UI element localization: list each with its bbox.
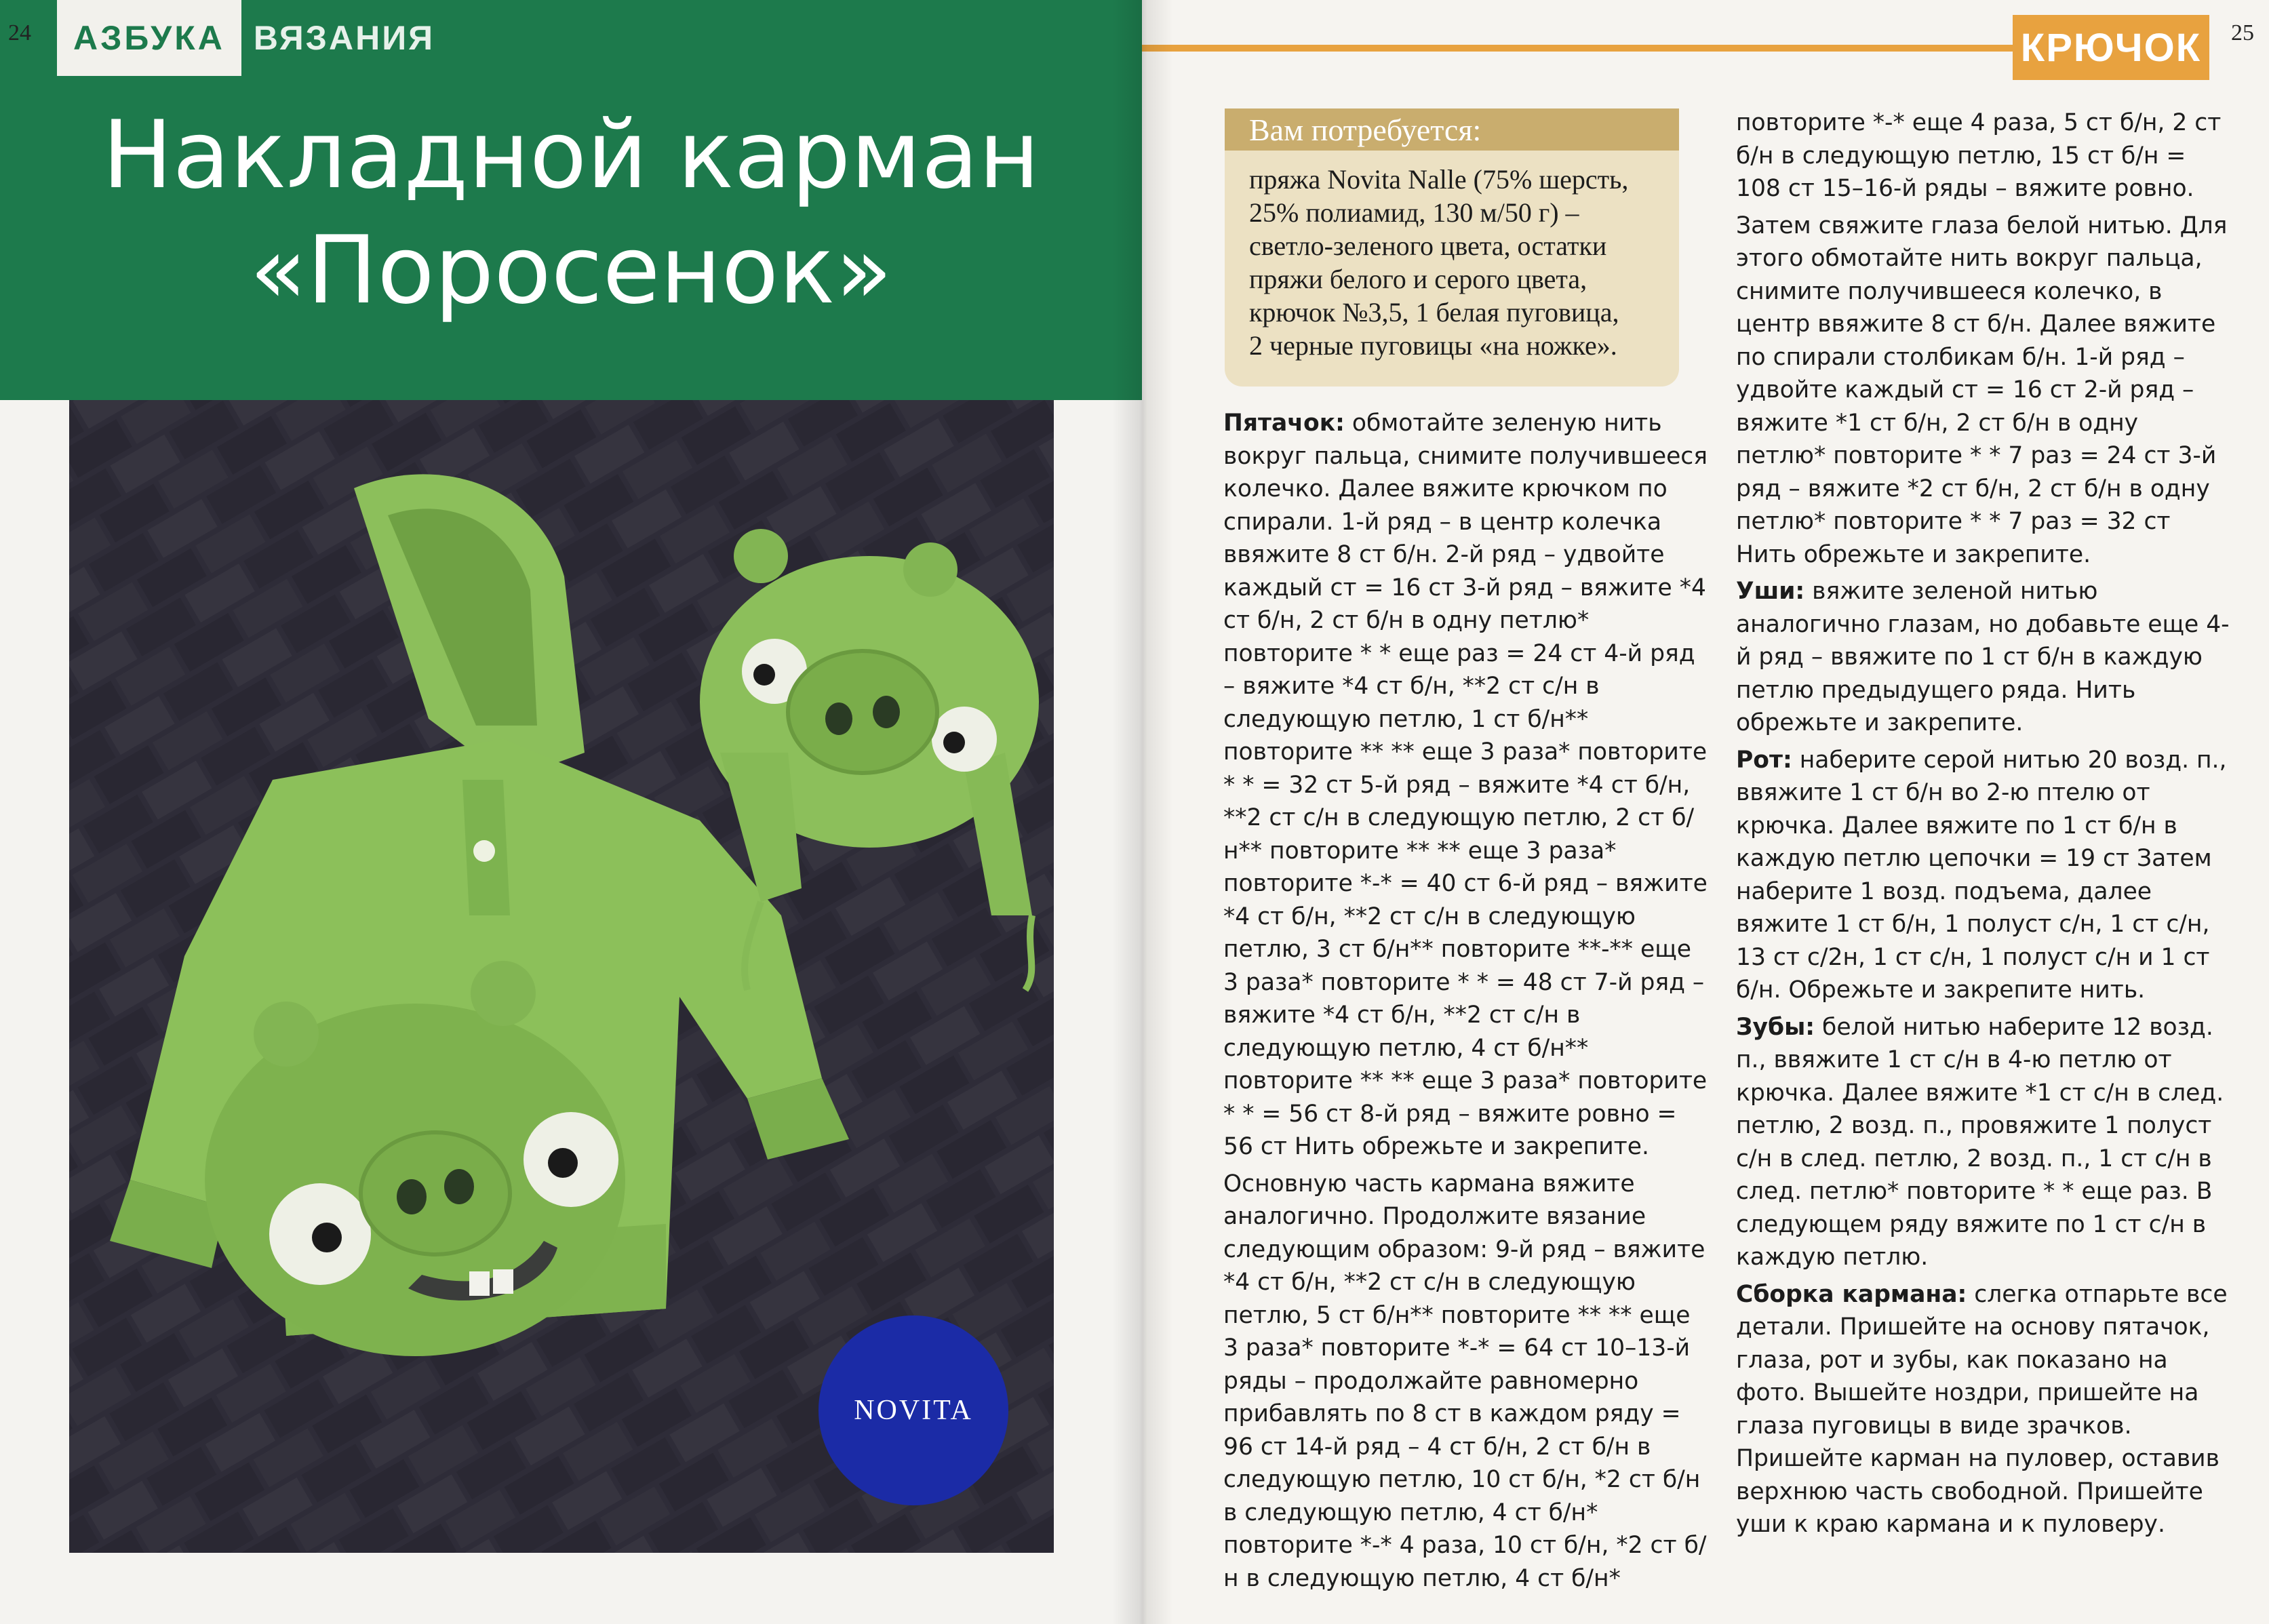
- materials-line: светло-зеленого цвета, остатки: [1249, 231, 1607, 261]
- product-photo: [69, 400, 1054, 1553]
- novita-logo-badge: [818, 1315, 1008, 1505]
- materials-line: 2 черные пуговицы «на ножке».: [1249, 330, 1617, 361]
- heading-snout: Пятачок:: [1223, 410, 1345, 437]
- materials-line: крючок №3,5, 1 белая пуговица,: [1249, 297, 1619, 328]
- page-number-left: 24: [8, 20, 31, 45]
- materials-box: [1225, 108, 1679, 387]
- title-header: [0, 0, 1142, 400]
- text-column-2: [1736, 106, 2230, 1545]
- novita-logo-text: NOVITA: [854, 1395, 973, 1426]
- materials-line: пряжа Novita Nalle (75% шерсть,: [1249, 164, 1629, 195]
- text-ears: вяжите зеленой нитью аналогично глазам, но добавьте еще 4-й ряд – ввяжите по 1 ст б/н в каждую петлю предыдущего ряда. Нить обрежьте и закрепите.: [1736, 578, 2230, 736]
- text-mouth: наберите серой нитью 20 возд. п., ввяжите 1 ст б/н во 2-ю птелю от крючка. Далее вяжите по 1 ст б/н в каждую петлю цепочки = 19 ст Затем наберите 1 возд. подъема, далее вяжите 1 ст б/н, 1 полуст с/н, 1 ст с/н, 13 ст с/2н, 1 ст с/н, 1 полуст с/н и 1 ст б/н. Обрежьте и закрепите нить.: [1736, 746, 2227, 1004]
- heading-assembly: Сборка кармана:: [1736, 1280, 1967, 1308]
- paragraph-eyes: Затем свяжите глаза белой нитью. Для этого обмотайте нить вокруг пальца, снимите получившееся колечко, в центр ввяжите 8 ст б/н. Далее вяжите по спирали столбикам б/н. 1-й ряд – удвойте каждый ст = 16 ст 2-й ряд – вяжите *1 ст б/н, 2 ст б/н в одну петлю* повторите * * 7 раз = 24 ст 3-й ряд – вяжите *2 ст б/н, 2 ст б/н в одну петлю* повторите * * 7 раз = 32 ст Нить обрежьте и закрепите.: [1736, 212, 2228, 568]
- paragraph-assembly: [1736, 1278, 2230, 1541]
- paragraph-snout: [1223, 407, 1712, 1164]
- materials-line: 25% полиамид, 130 м/50 г) –: [1249, 197, 1579, 228]
- paragraph-mouth: [1736, 744, 2230, 1007]
- materials-list: [1225, 151, 1679, 362]
- materials-title: Вам потребуется:: [1225, 108, 1679, 151]
- text-assembly: слегка отпарьте все детали. Пришейте на основу пятачок, глаза, рот и зубы, как показано на фото. Вышейте ноздри, пришейте на глаза пуговицы в виде зрачков. Пришейте карман на пуловер, оставив верхнюю часть свободной. Пришейте уши к краю кармана и к пуловеру.: [1736, 1280, 2228, 1538]
- heading-teeth: Зубы:: [1736, 1013, 1815, 1041]
- category-badge: КРЮЧОК: [2013, 15, 2209, 80]
- section-tag-label: АЗБУКА: [57, 0, 241, 76]
- paragraph-ears: [1736, 575, 2230, 740]
- text-column-1: [1223, 407, 1712, 1599]
- heading-mouth: Рот:: [1736, 746, 1792, 774]
- paragraph-teeth: [1736, 1011, 2230, 1274]
- page-number-right: 25: [2231, 20, 2254, 45]
- heading-ears: Уши:: [1736, 578, 1805, 605]
- right-page: [1142, 0, 2269, 1624]
- section-tag: [57, 0, 447, 76]
- page-title-line1: Накладной карман: [102, 100, 1040, 210]
- text-snout: обмотайте зеленую нить вокруг пальца, снимите получившееся колечко. Далее вяжите крючком по спирали. 1-й ряд – в центр колечка ввяжите 8 ст б/н. 2-й ряд – удвойте каждый ст = 16 ст 3-й ряд – вяжите *4 ст б/н, 2 ст б/н в одну петлю* повторите * * еще раз = 24 ст 4-й ряд – вяжите *4 ст б/н, **2 ст с/н в следующую петлю, 1 ст б/н** повторите ** ** еще 3 раза* повторите * * = 32 ст 5-й ряд – вяжите *4 ст б/н, **2 ст с/н в следующую петлю, 2 ст б/н** повторите ** ** еще 3 раза* повторите *-* = 40 ст 6-й ряд – вяжите *4 ст б/н, **2 ст с/н в следующую петлю, 3 ст б/н** повторите **-** еще 3 раза* повторите * * = 48 ст 7-й ряд – вяжите *4 ст б/н, **2 ст с/н в следующую петлю, 4 ст б/н** повторите ** ** еще 3 раза* повторите * * = 56 ст 8-й ряд – вяжите ровно = 56 ст Нить обрежьте и закрепите.: [1223, 410, 1708, 1160]
- materials-line: пряжи белого и серого цвета,: [1249, 264, 1587, 294]
- paragraph-main-part: Основную часть кармана вяжите аналогично. Продолжите вязание следующим образом: 9-й ряд – вяжите *4 ст б/н, **2 ст с/н в следующую петлю, 5 ст б/н** повторите ** ** еще 3 раза* повторите *-* = 64 ст 10–13-й ряды – продолжайте равномерно прибавлять по 8 ст в каждом ряду = 96 ст 14-й ряд – 4 ст б/н, 2 ст б/н в следующую петлю, 10 ст б/н, *2 ст б/н в следующую петлю, 4 ст б/н* повторите *-* 4 раза, 10 ст б/н, *2 ст б/н в следующую петлю, 4 ст б/н*: [1223, 1170, 1707, 1592]
- page-title-line2: «Поросенок»: [250, 216, 892, 325]
- paragraph-continue: повторите *-* еще 4 раза, 5 ст б/н, 2 ст б/н в следующую петлю, 15 ст б/н = 108 ст 15–16-й ряды – вяжите ровно.: [1736, 109, 2222, 202]
- section-tag-sublabel: ВЯЗАНИЯ: [253, 19, 435, 57]
- text-teeth: белой нитью наберите 12 возд. п., ввяжите 1 ст с/н в 4-ю петлю от крючка. Далее вяжите *1 ст с/н в след. петлю, 2 возд. п., провяжите 1 полуст с/н в след. петлю, 2 возд. п., 1 ст с/н в след. петлю* повторите * * еще раз. В следующем ряду вяжите по 1 ст с/н в каждую петлю.: [1736, 1013, 2224, 1271]
